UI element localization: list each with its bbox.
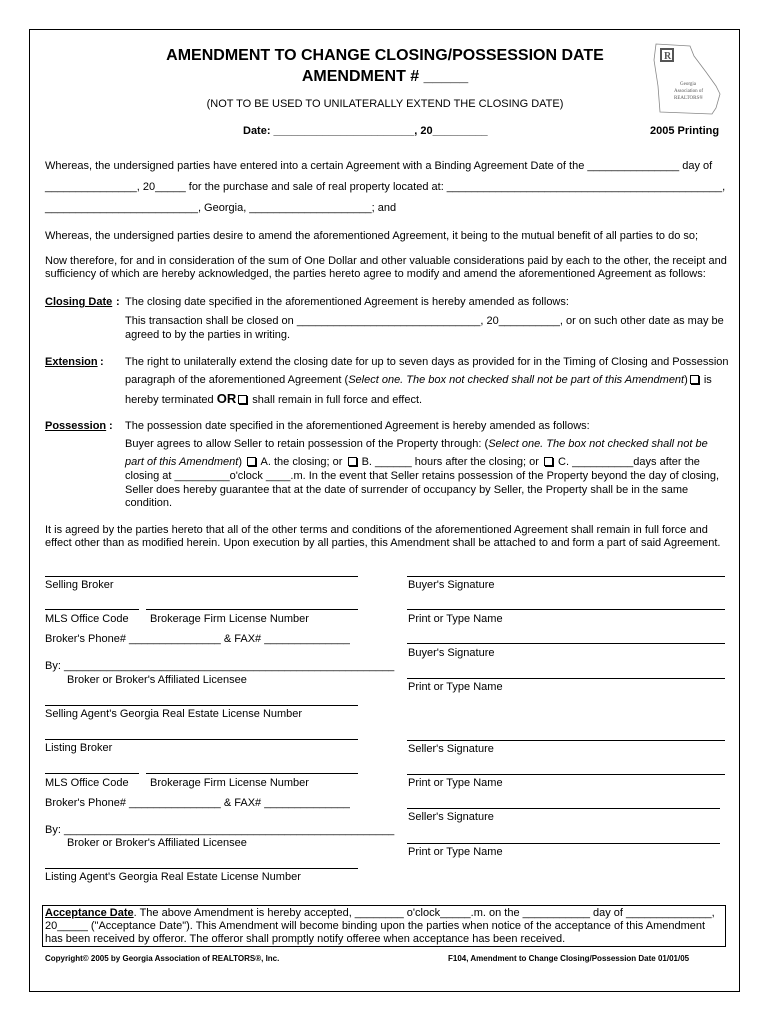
mls-code-line-1[interactable] <box>45 609 139 610</box>
acceptance-line-2: 20_____ ("Acceptance Date"). This Amendment will become binding upon the parties when notice of the acceptance of this Amendment <box>45 920 706 932</box>
full-force-checkbox[interactable] <box>238 395 247 404</box>
option-c-text: C. __________days after the <box>558 456 700 468</box>
ext-paren: ) <box>684 374 688 386</box>
brokerage-license-line-1[interactable] <box>146 609 358 610</box>
possession-line-5: Seller does hereby guarantee that at the date of surrender of occupancy by Seller, the Property shall be in the same <box>125 484 689 496</box>
possession-line-3 <box>125 456 700 468</box>
colon: : <box>116 296 120 308</box>
ext-italic: Select one. The box not checked shall not be part of this Amendment <box>348 374 685 386</box>
by-line-2: By: ______________________________________________________ <box>45 824 395 836</box>
poss-italic: Select one. The box not checked shall not be <box>488 438 708 450</box>
brokerage-license-label-2: Brokerage Firm License Number <box>150 777 309 789</box>
logo-text-3: REALTORS® <box>674 96 704 101</box>
print-name-label-4: Print or Type Name <box>408 846 503 858</box>
seller-signature-label-2: Seller's Signature <box>408 811 494 823</box>
broker-phone-fax-2: Broker's Phone# _______________ & FAX# ______________ <box>45 797 350 809</box>
extension-line-3 <box>125 391 422 406</box>
print-name-label-1: Print or Type Name <box>408 613 503 625</box>
poss-paren: ) <box>238 456 242 468</box>
extension-line-1: The right to unilaterally extend the closing date for up to seven days as provided for in the Timing of Closing and Possession <box>125 356 729 368</box>
selling-broker-label: Selling Broker <box>45 579 114 591</box>
listing-broker-label: Listing Broker <box>45 742 113 754</box>
svg-text:R: R <box>664 51 672 62</box>
mls-code-label-2: MLS Office Code <box>45 777 129 789</box>
georgia-map-icon <box>650 42 722 116</box>
form-title: AMENDMENT TO CHANGE CLOSING/POSSESSION DATE <box>166 47 604 64</box>
print-name-line-3[interactable] <box>407 774 725 775</box>
option-c-checkbox[interactable] <box>544 457 553 466</box>
colon: : <box>109 420 113 432</box>
extension-line-2 <box>125 374 712 386</box>
option-a-text: A. the closing; or <box>260 456 343 468</box>
listing-agent-license-line[interactable] <box>45 868 358 869</box>
now-therefore-line-1: Now therefore, for and in consideration of the sum of One Dollar and other valuable considerations paid by each to the other, the receipt and <box>45 255 727 267</box>
mls-code-line-2[interactable] <box>45 773 139 774</box>
copyright-notice: Copyright© 2005 by Georgia Association of REALTORS®, Inc. <box>45 954 280 963</box>
by-line-1: By: ______________________________________________________ <box>45 660 395 672</box>
possession-line-2 <box>125 438 708 450</box>
extension-label: Extension <box>45 356 98 368</box>
amendment-number: AMENDMENT # _____ <box>301 68 469 85</box>
form-number: F104, Amendment to Change Closing/Possession Date 01/01/05 <box>448 954 690 963</box>
colon: : <box>100 356 104 368</box>
agreed-line-1: It is agreed by the parties hereto that all of the other terms and conditions of the aforementioned Agreement shall remain in full force and <box>45 524 708 536</box>
acceptance-label: Acceptance Date <box>45 907 134 919</box>
poss-italic-2: part of this Amendment <box>125 456 239 468</box>
printing-year: 2005 Printing <box>650 125 720 137</box>
acceptance-text-1: . The above Amendment is hereby accepted, ________ o'clock_____.m. on the ___________ day of ______________, <box>133 907 715 919</box>
buyer-signature-label-2: Buyer's Signature <box>408 647 495 659</box>
now-therefore-line-2: sufficiency of which are hereby acknowledged, the parties hereto agree to modify and amend the aforementioned Agreement as follows: <box>45 268 706 280</box>
georgia-realtors-logo <box>650 42 722 116</box>
buyer-signature-line-2[interactable] <box>407 643 725 644</box>
option-b-checkbox[interactable] <box>348 457 357 466</box>
closing-line-1: The closing date specified in the aforementioned Agreement is hereby amended as follows: <box>125 296 569 308</box>
selling-agent-license-label: Selling Agent's Georgia Real Estate License Number <box>45 708 303 720</box>
possession-line-6: condition. <box>125 497 173 509</box>
whereas-line-4: Whereas, the undersigned parties desire to amend the aforementioned Agreement, it being to the mutual benefit of all parties to do so; <box>45 230 699 242</box>
possession-line-1: The possession date specified in the aforementioned Agreement is hereby amended as follows: <box>125 420 590 432</box>
ext-text: paragraph of the aforementioned Agreement ( <box>125 374 349 386</box>
whereas-line-3: _________________________, Georgia, ____________________; and <box>45 202 397 214</box>
brokerage-license-line-2[interactable] <box>146 773 358 774</box>
option-b-text: B. ______ hours after the closing; or <box>361 456 539 468</box>
acceptance-line-3: has been received by offeror. The offeror shall promptly notify offeree when acceptance has been received. <box>45 933 566 945</box>
mls-code-label-1: MLS Office Code <box>45 613 129 625</box>
whereas-line-2: _______________, 20_____ for the purchase and sale of real property located at: _____________________________________________, <box>45 181 726 193</box>
seller-signature-label-1: Seller's Signature <box>408 743 494 755</box>
print-name-label-2: Print or Type Name <box>408 681 503 693</box>
print-name-line-2[interactable] <box>407 678 725 679</box>
print-name-line-1[interactable] <box>407 609 725 610</box>
brokerage-license-label-1: Brokerage Firm License Number <box>150 613 309 625</box>
or-text: OR <box>216 391 237 406</box>
acceptance-line-1 <box>45 907 715 919</box>
seller-signature-line-1[interactable] <box>407 740 725 741</box>
closing-date-label: Closing Date <box>45 296 113 308</box>
listing-broker-line[interactable] <box>45 739 358 740</box>
form-subtitle: (NOT TO BE USED TO UNILATERALLY EXTEND THE CLOSING DATE) <box>206 98 564 110</box>
date-line: Date: _______________________, 20_________ <box>243 125 488 137</box>
closing-line-3: agreed to by the parties in writing. <box>125 329 291 341</box>
ext-is: is <box>703 374 712 386</box>
closing-line-2: This transaction shall be closed on ______________________________, 20__________, or on such other date as may be <box>125 315 724 327</box>
affiliated-licensee-1: Broker or Broker's Affiliated Licensee <box>67 674 247 686</box>
logo-text-2: Association of <box>674 89 704 94</box>
whereas-line-1: Whereas, the undersigned parties have entered into a certain Agreement with a Binding Agreement Date of the _______________ day of <box>45 160 713 172</box>
selling-agent-license-line[interactable] <box>45 705 358 706</box>
selling-broker-line[interactable] <box>45 576 358 577</box>
ext-terminated: hereby terminated <box>125 394 214 406</box>
possession-label: Possession <box>45 420 107 432</box>
agreed-line-2: effect other than as modified herein. Upon execution by all parties, this Amendment shall be attached to and form a part of said Agreement. <box>45 537 721 549</box>
logo-text-1: Georgia <box>680 82 697 87</box>
listing-agent-license-label: Listing Agent's Georgia Real Estate License Number <box>45 871 301 883</box>
print-name-label-3: Print or Type Name <box>408 777 503 789</box>
terminated-checkbox[interactable] <box>690 375 699 384</box>
ext-remain: shall remain in full force and effect. <box>252 394 423 406</box>
possession-line-4: closing at _________o'clock ____.m. In the event that Seller retains possession of the Property beyond the day of closing, <box>125 470 720 482</box>
buyer-signature-line-1[interactable] <box>407 576 725 577</box>
print-name-line-4[interactable] <box>407 843 720 844</box>
option-a-checkbox[interactable] <box>247 457 256 466</box>
poss-text: Buyer agrees to allow Seller to retain possession of the Property through: ( <box>125 438 489 450</box>
affiliated-licensee-2: Broker or Broker's Affiliated Licensee <box>67 837 247 849</box>
broker-phone-fax-1: Broker's Phone# _______________ & FAX# ______________ <box>45 633 350 645</box>
buyer-signature-label-1: Buyer's Signature <box>408 579 495 591</box>
seller-signature-line-2[interactable] <box>407 808 720 809</box>
